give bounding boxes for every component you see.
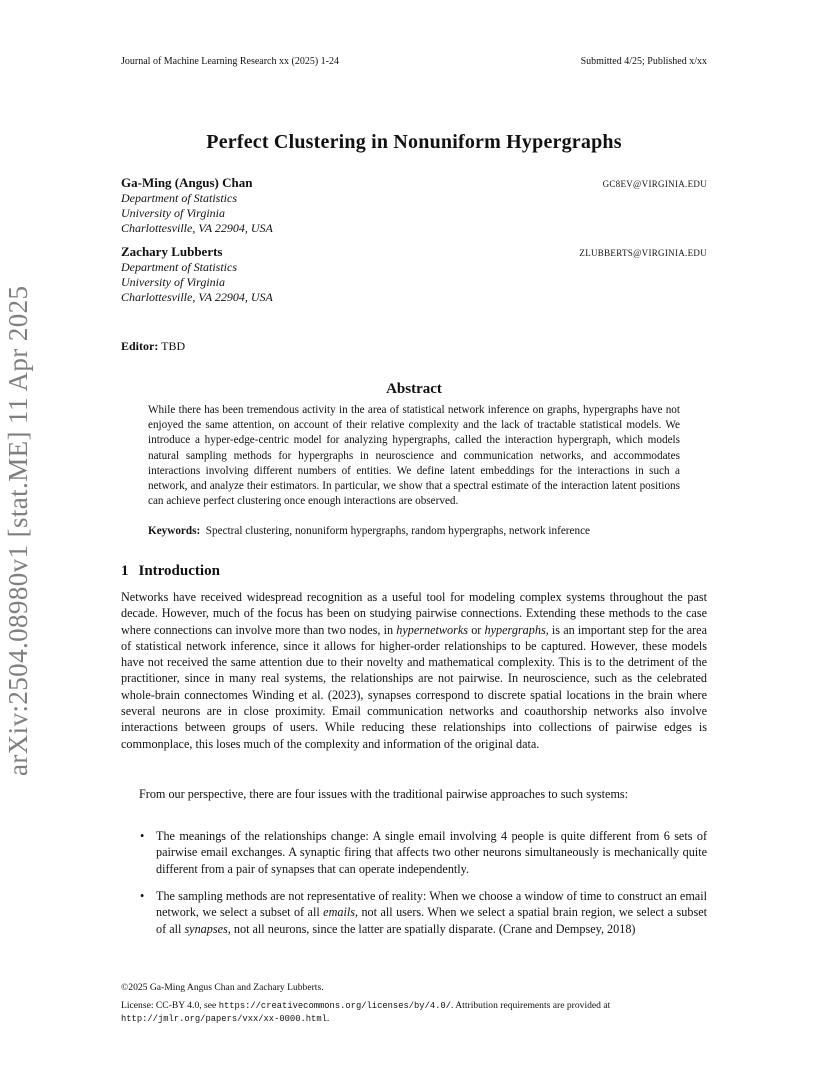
license-link[interactable]: https://creativecommons.org/licenses/by/4.0/: [218, 1001, 451, 1011]
editor-value: TBD: [161, 339, 186, 353]
author-block-1: [121, 175, 273, 236]
copyright-notice: ©2025 Ga-Ming Angus Chan and Zachary Lubberts.: [121, 982, 324, 993]
abstract-heading: Abstract: [386, 381, 442, 397]
author-name: Ga-Ming (Angus) Chan: [121, 175, 253, 190]
editor-label: Editor:: [121, 339, 159, 353]
intro-paragraph-1: [121, 589, 707, 752]
author-block-2: [121, 244, 273, 305]
list-item-text-part: , not all users. When we select a spatial brain region, we select a subset of all: [156, 905, 707, 936]
list-item: [140, 828, 707, 877]
author-university: University of Virginia: [121, 206, 225, 220]
author-location: Charlottesville, VA 22904, USA: [121, 290, 273, 304]
arxiv-stamp: arXiv:2504.08980v1 [stat.ME] 11 Apr 2025: [3, 285, 33, 776]
keywords-text: Spectral clustering, nonuniform hypergraphs, random hypergraphs, network inference: [205, 525, 590, 537]
author-email-2[interactable]: ZLUBBERTS@VIRGINIA.EDU: [579, 248, 707, 258]
keywords-label: Keywords:: [148, 525, 201, 537]
license-text: License: CC-BY 4.0, see: [121, 1000, 219, 1011]
running-header-dates: Submitted 4/25; Published x/xx: [580, 56, 707, 67]
abstract-text: While there has been tremendous activity in the area of statistical network inference on graphs, hypergraphs have not enjoyed the same attention, on account of their relative complexity and the lack of tractable statistical models. We introduce a hyper-edge-centric model for analyzing hypergraphs, called the interaction hypergraph, which models natural sampling methods for hypergraphs in neuroscience and communication networks, and accommodates interactions involving different numbers of entities. We define latent embeddings for the interactions in such a network, and analyze their estimators. In particular, we show that a spectral estimate of the interaction latent positions can achieve perfect clustering once enough interactions are observed.: [148, 404, 680, 508]
list-item-text: [156, 888, 707, 937]
bullet-icon: •: [140, 889, 145, 903]
paper-title: Perfect Clustering in Nonuniform Hypergraphs: [206, 131, 622, 153]
emphasis-text: hypergraphs: [484, 622, 546, 637]
intro-paragraph-2: From our perspective, there are four issues with the traditional pairwise approaches to such systems:: [139, 787, 629, 801]
list-item-text-part: The sampling methods are not representative of reality: When we choose a window of time to construct an email network, we select a subset of all: [156, 889, 707, 920]
keywords-line: [148, 524, 688, 539]
author-department: Department of Statistics: [121, 191, 237, 205]
paragraph-text: Networks have received widespread recognition as a useful tool for modeling complex systems throughout the past decade. However, much of the focus has been on studying pairwise connections. Extending these methods to the case where connections can involve more than two nodes, in: [121, 590, 707, 637]
list-item: [140, 888, 707, 937]
section-number: 1: [121, 563, 129, 579]
author-email-1[interactable]: GC8EV@VIRGINIA.EDU: [602, 179, 707, 189]
section-title: Introduction: [138, 563, 220, 579]
license-text: .: [326, 1012, 330, 1024]
author-department: Department of Statistics: [121, 260, 237, 274]
paragraph-text: or: [468, 622, 485, 637]
section-heading: [121, 563, 220, 580]
attribution-link[interactable]: http://jmlr.org/papers/vxx/xx-0000.html: [121, 1013, 327, 1024]
paragraph-text: , is an important step for the area of statistical network inference, since it allows for higher-order relationships to be captured. However, these models have not received the same attention due to their novelty and mathematical complexity. This is to the detriment of the practitioner, since in many real systems, the relationships are not pairwise. In neuroscience, such as the celebrated whole-brain connectomes Winding et al. (2023), synapses correspond to discrete spatial locations in the brain where several neurons are in close proximity. Email communication networks and coauthorship networks also involve interactions between groups of users. While reducing these relationships into collections of pairwise edges is commonplace, this loses much of the complexity and information of the original data.: [121, 622, 707, 751]
license-notice: [121, 1000, 711, 1025]
emphasis-text: synapses: [184, 921, 228, 936]
emphasis-text: emails: [323, 905, 355, 920]
author-university: University of Virginia: [121, 275, 225, 289]
emphasis-text: hypernetworks: [396, 622, 469, 637]
editor-line: [121, 339, 185, 354]
running-header-journal: Journal of Machine Learning Research xx (2025) 1-24: [121, 56, 339, 67]
bullet-icon: •: [140, 829, 145, 843]
list-item-text-part: , not all neurons, since the latter are spatially disparate. (Crane and Dempsey, 2018): [227, 921, 636, 936]
author-location: Charlottesville, VA 22904, USA: [121, 221, 273, 235]
list-item-text: The meanings of the relationships change: A single email involving 4 people is quite different from 6 sets of pairwise email exchanges. A synaptic firing that affects two other neurons simultaneously is mechanically quite different from a pair of synapses that can operate independently.: [156, 829, 707, 876]
author-name: Zachary Lubberts: [121, 244, 223, 259]
license-text: . Attribution requirements are provided at: [450, 1000, 611, 1011]
